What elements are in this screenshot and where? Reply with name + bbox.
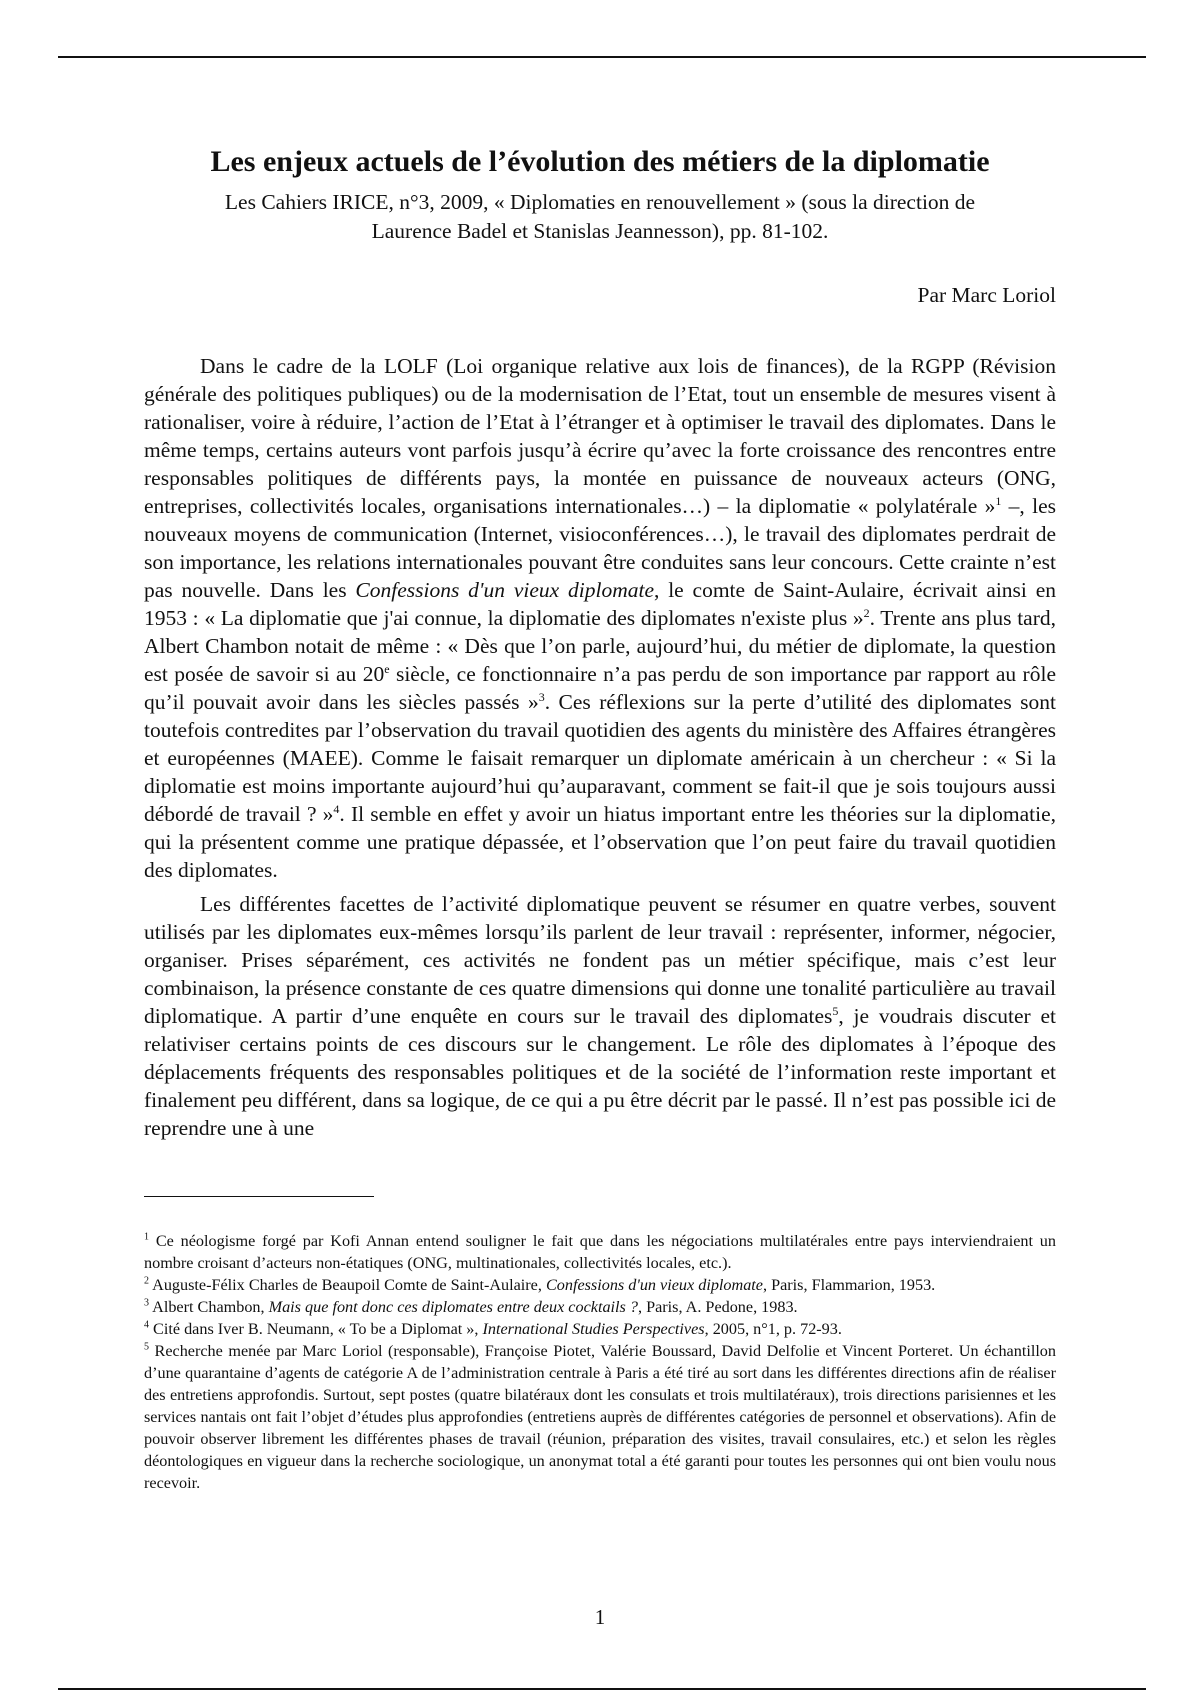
century-superscript: e bbox=[384, 661, 390, 676]
footnote-text: Albert Chambon, bbox=[149, 1298, 269, 1316]
footnote-book-title: Confessions d'un vieux diplomate bbox=[545, 1276, 763, 1294]
footnote-book-title: Mais que font donc ces diplomates entre deux cocktails ? bbox=[268, 1298, 638, 1316]
body-text bbox=[144, 352, 1056, 1142]
publication-info bbox=[144, 188, 1056, 246]
footnote-text: Cité dans Iver B. Neumann, « To be a Diplomat », bbox=[149, 1320, 483, 1338]
footnote-text: , Paris, A. Pedone, 1983. bbox=[637, 1298, 798, 1316]
publication-info-line-1: Les Cahiers IRICE, n°3, 2009, « Diplomaties en renouvellement » (sous la direction de bbox=[224, 190, 976, 214]
page-number: 1 bbox=[594, 1605, 606, 1629]
footnote-text: , 2005, n°1, p. 72-93. bbox=[704, 1320, 842, 1338]
footnote-ref-3: 3 bbox=[538, 689, 545, 704]
footnote-number: 1 bbox=[144, 1231, 149, 1243]
footnote-2 bbox=[144, 1274, 1056, 1296]
publication-info-line-2: Laurence Badel et Stanislas Jeannesson), pp. 81-102. bbox=[371, 219, 829, 243]
footnote-text: Recherche menée par Marc Loriol (responsable), Françoise Piotet, Valérie Boussard, David Delfolie et Vincent Porteret. Un échantillon d’une quarantaine d’agents de catégorie A de l’administration centrale à Paris a été tiré au sort dans les différentes directions afin de réaliser des entretiens approfondis. Surtout, sept postes (quatre bilatéraux dont les consulats et trois multilatéraux), trois directions parisiennes et les services nantais ont fait l’objet d’études plus approfondies (entretiens auprès de différentes catégories de personnel et observations). Afin de pouvoir observer librement les différentes phases de travail (réunion, préparation des visites, travail consulaires, etc.) et selon les règles déontologiques en vigueur dans la recherche sociologique, un anonymat total a été garanti pour toutes les personnes qui ont bien voulu nous recevoir. bbox=[144, 1342, 1056, 1492]
paragraph-2 bbox=[144, 890, 1056, 1142]
footnote-5 bbox=[144, 1340, 1056, 1494]
footnotes bbox=[144, 1230, 1056, 1494]
p2-text-a: Les différentes facettes de l’activité diplomatique peuvent se résumer en quatre verbes, souvent utilisés par les diplomates eux-mêmes lorsqu’ils parlent de leur travail : représenter, informer, négocier, organiser. Prises séparément, ces activités ne fondent pas un métier spécifique, mais c’est leur combinaison, la présence constante de ces quatre dimensions qui donne une tonalité particulière au travail diplomatique. A partir d’une enquête en cours sur le travail des diplomates bbox=[144, 892, 1056, 1028]
p1-text-g: . Il semble en effet y avoir un hiatus important entre les théories sur la diplomatie, qui la présentent comme une pratique dépassée, et l’observation que l’on peut faire du travail quotidien des diplomates. bbox=[144, 802, 1056, 882]
top-rule bbox=[58, 56, 1146, 58]
p1-text-a: Dans le cadre de la LOLF (Loi organique relative aux lois de finances), de la RGPP (Révision générale des politiques publiques) ou de la modernisation de l’Etat, tout un ensemble de mesures visent à rationaliser, voire à réduire, l’action de l’Etat à l’étranger et à optimiser le travail des diplomates. Dans le même temps, certains auteurs vont parfois jusqu’à écrire qu’avec la forte croissance des rencontres entre responsables politiques de différents pays, la montée en puissance de nouveaux acteurs (ONG, entreprises, collectivités locales, organisations internationales…) – la diplomatie « polylatérale » bbox=[144, 354, 1056, 518]
footnote-4 bbox=[144, 1318, 1056, 1340]
footnote-3 bbox=[144, 1296, 1056, 1318]
footnote-ref-2: 2 bbox=[863, 605, 870, 620]
footnote-text: , Paris, Flammarion, 1953. bbox=[763, 1276, 936, 1294]
p1-book-title: Confessions d'un vieux diplomate bbox=[355, 578, 654, 602]
p1-text-b: –, les nouveaux moyens de communication (Internet, visioconférences…), le travail des diplomates perdrait de son importance, les relations internationales pouvant être conduites sans leur concours. Cette crainte n’est pas nouvelle. Dans les bbox=[144, 494, 1056, 602]
footnote-journal-title: International Studies Perspectives bbox=[482, 1320, 705, 1338]
bottom-rule bbox=[58, 1688, 1146, 1690]
footnote-number: 4 bbox=[144, 1319, 149, 1331]
footnote-text: Ce néologisme forgé par Kofi Annan entend souligner le fait que dans les négociations multilatérales entre pays interviendraient un nombre croisant d’acteurs non-étatiques (ONG, multinationales, collectivités locales, etc.). bbox=[144, 1232, 1056, 1272]
footnote-ref-4: 4 bbox=[333, 801, 340, 816]
page-title: Les enjeux actuels de l’évolution des métiers de la diplomatie bbox=[210, 145, 990, 178]
footnote-ref-1: 1 bbox=[995, 493, 1002, 508]
p2-text-b: , je voudrais discuter et relativiser certains points de ces discours sur le changement. Le rôle des diplomates à l’époque des déplacements fréquents des responsables politiques et de la société de l’information reste important et finalement peu différent, dans sa logique, de ce qui a pu être décrit par le passé. Il n’est pas possible ici de reprendre une à une bbox=[144, 1004, 1056, 1140]
footnote-separator bbox=[144, 1196, 374, 1197]
footnote-1 bbox=[144, 1230, 1056, 1274]
paragraph-1 bbox=[144, 352, 1056, 884]
footnote-number: 3 bbox=[144, 1297, 149, 1309]
p1-text-e: siècle, ce fonctionnaire n’a pas perdu de son importance par rapport au rôle qu’il pouvait avoir dans les siècles passés » bbox=[144, 662, 1056, 714]
footnote-number: 5 bbox=[144, 1341, 149, 1353]
p1-text-f: . Ces réflexions sur la perte d’utilité des diplomates sont toutefois contredites par l’observation du travail quotidien des agents du ministère des Affaires étrangères et européennes (MAEE). Comme le faisait remarquer un diplomate américain à un chercheur : « Si la diplomatie est moins importante aujourd’hui qu’auparavant, comment se fait-il que je sois toujours aussi débordé de travail ? » bbox=[144, 690, 1056, 826]
footnote-ref-5: 5 bbox=[832, 1003, 839, 1018]
footnote-number: 2 bbox=[144, 1275, 149, 1287]
p1-text-d: . Trente ans plus tard, Albert Chambon notait de même : « Dès que l’on parle, aujourd’hui, du métier de diplomate, la question est posée de savoir si au 20 bbox=[144, 606, 1056, 686]
author-byline: Par Marc Loriol bbox=[917, 283, 1056, 307]
footnote-text: Auguste-Félix Charles de Beaupoil Comte de Saint-Aulaire, bbox=[149, 1276, 546, 1294]
p1-text-c: , le comte de Saint-Aulaire, écrivait ainsi en 1953 : « La diplomatie que j'ai connue, la diplomatie des diplomates n'existe plus » bbox=[144, 578, 1056, 630]
